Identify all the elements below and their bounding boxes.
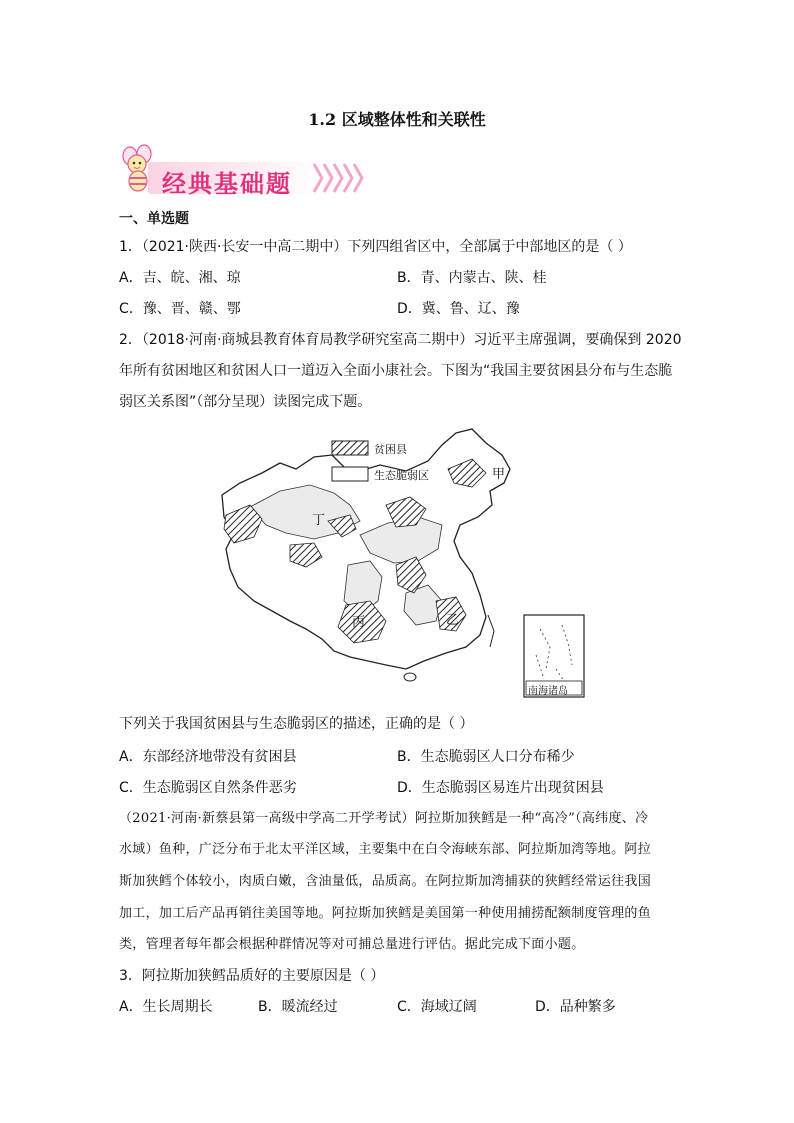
question-1-option-c: C．豫、晋、赣、鄂 [119,301,241,317]
page-title: 1.2 区域整体性和关联性 [308,110,486,129]
question-1-option-d: D．冀、鲁、辽、豫 [397,301,520,317]
question-1-stem: 1．（2021·陕西·长安一中高二期中）下列四组省区中，全部属于中部地区的是（ ） [119,239,632,255]
question-2-sub: 下列关于我国贫困县与生态脆弱区的描述，正确的是（ ） [119,716,474,732]
passage-line-4: 加工，加工后产品再销往美国等地。阿拉斯加狭鳕是美国第一种使用捕捞配额制度管理的鱼 [119,906,652,921]
question-3-option-c: C．海域辽阔 [397,999,477,1015]
question-1-option-a: A．吉、皖、湘、琼 [119,270,241,286]
question-3-stem: 3．阿拉斯加狭鳕品质好的主要原因是（ ） [119,968,385,984]
section-title: 一、单选题 [119,211,189,227]
question-2-stem-line3: 弱区关系图”（部分呈现）读图完成下题。 [119,394,372,410]
question-3-option-b: B．暖流经过 [258,999,338,1015]
china-poverty-map [210,425,590,705]
question-2-option-b: B．生态脆弱区人口分布稀少 [397,749,575,765]
label-ding: 丁 [312,513,326,528]
inset-label: 南海诸岛 [528,686,568,697]
question-3-option-a: A．生长周期长 [119,999,213,1015]
passage-line-5: 类，管理者每年都会根据种群情况等对可捕总量进行评估。据此完成下面小题。 [119,937,585,952]
banner-title: 经典基础题 [162,170,292,198]
label-bing: 丙 [352,615,366,630]
question-2-stem-line1: 2．（2018·河南·商城县教育体育局教学研究室高二期中）习近平主席强调，要确保到 2020 [119,332,682,348]
legend-fragile-label: 生态脆弱区 [374,469,429,482]
passage-line-2: 水域）鱼种，广泛分布于北太平洋区域，主要集中在白令海峡东部、阿拉斯加湾等地。阿拉 [119,842,652,857]
question-2-option-c: C．生态脆弱区自然条件恶劣 [119,780,297,796]
bee-icon [118,142,158,194]
question-2-option-d: D．生态脆弱区易连片出现贫困县 [397,780,604,796]
label-yi: 乙 [446,613,460,628]
passage-line-3: 斯加狭鳕个体较小，肉质白嫩，含油量低，品质高。在阿拉斯加湾捕获的狭鳕经常运往我国 [119,874,652,889]
question-1-option-b: B．青、内蒙古、陕、桂 [397,270,547,286]
section-banner [118,142,370,198]
question-2-option-a: A．东部经济地带没有贫困县 [119,749,297,765]
label-jia: 甲 [492,467,506,482]
question-3-option-d: D．品种繁多 [535,999,616,1015]
question-2-stem-line2: 年所有贫困地区和贫困人口一道迈入全面小康社会。下图为“我国主要贫困县分布与生态脆 [119,363,673,379]
legend-poor-label: 贫困县 [374,443,407,456]
passage-line-1: （2021·河南·新蔡县第一高级中学高二开学考试）阿拉斯加狭鳕是一种“高冷”（高纬度、冷 [119,811,649,826]
